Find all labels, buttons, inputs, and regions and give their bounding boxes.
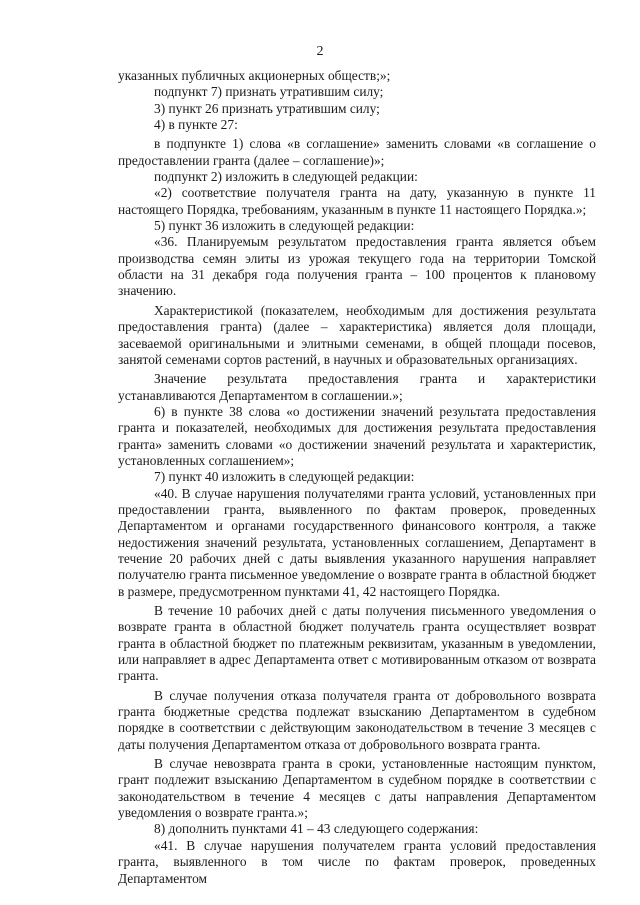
- paragraph-5: в подпункте 1) слова «в соглашение» заменить словами «в соглашение о предоставлении гранта (далее – соглашение)»;: [118, 136, 596, 168]
- paragraph-16: В случае получения отказа получателя гранта от добровольного возврата гранта бюджетные средства подлежат взысканию Департаментом в судебном порядке в соответствии с действующим законодательством в течение 3 месяцев с даты получения Департаментом отказа от добровольного возврата гранта.: [118, 687, 596, 752]
- paragraph-7: «2) соответствие получателя гранта на дату, указанную в пункте 11 настоящего Порядка, требованиям, указанным в пункте 11 настоящего Порядка.»;: [118, 185, 596, 217]
- paragraph-11: Значение результата предоставления гранта и характеристики устанавливаются Департаментом в соглашении.»;: [118, 371, 596, 403]
- paragraph-9: «36. Планируемым результатом предоставления гранта является объем производства семян элиты из урожая текущего года на территории Томской области на 31 декабря года получения гранта – 100 процентов к плановому значению.: [118, 234, 596, 299]
- paragraph-14: «40. В случае нарушения получателями гранта условий, установленных при предоставлении гранта, выявленного по фактам проверок, проведенных Департаментом и органами государственного финансового контроля, а также недостижения значений результата, установленных соглашением, Департамент в течение 20 рабочих дней с даты выявления указанного нарушения направляет получателю гранта письменное уведомление о возврате гранта в областной бюджет в размере, предусмотренном пунктами 41, 42 настоящего Порядка.: [118, 485, 596, 599]
- document-body: [118, 68, 596, 887]
- paragraph-12: 6) в пункте 38 слова «о достижении значений результата предоставления гранта и показателей, необходимых для достижения результата предоставления гранта» заменить словами «о достижении значений результата и характеристик, установленных соглашением»;: [118, 403, 596, 468]
- paragraph-1: указанных публичных акционерных обществ;»;: [118, 68, 391, 83]
- paragraph-19: «41. В случае нарушения получателем гранта условий предоставления гранта, выявленного в том числе по фактам проверок, проведенных Департаментом: [118, 837, 596, 886]
- paragraph-6: подпункт 2) изложить в следующей редакции:: [154, 169, 418, 185]
- page-number: 2: [316, 44, 324, 59]
- paragraph-2: подпункт 7) признать утратившим силу;: [154, 84, 384, 100]
- paragraph-10: Характеристикой (показателем, необходимым для достижения результата предоставления гранта) (далее – характеристика) является доля площади, засеваемой оригинальными и элитными семенами, в общей площади посевов, занятой семенами сортов растений, в научных и образовательных организациях.: [118, 302, 596, 367]
- paragraph-18: 8) дополнить пунктами 41 – 43 следующего содержания:: [154, 821, 479, 837]
- paragraph-8: 5) пункт 36 изложить в следующей редакции:: [154, 218, 415, 234]
- paragraph-13: 7) пункт 40 изложить в следующей редакции:: [154, 469, 415, 485]
- paragraph-4: 4) в пункте 27:: [154, 117, 238, 133]
- paragraph-15: В течение 10 рабочих дней с даты получения письменного уведомления о возврате гранта в областной бюджет получатель гранта осуществляет возврат гранта в областной бюджет по платежным реквизитам, указанным в уведомлении, или направляет в адрес Департамента ответ с мотивированным отказом от возврата гранта.: [118, 603, 596, 684]
- paragraph-17: В случае невозврата гранта в сроки, установленные настоящим пунктом, грант подлежит взысканию Департаментом в судебном порядке в соответствии с законодательством в течение 4 месяцев с даты направления Департаментом уведомления о возврате гранта.»;: [118, 756, 596, 821]
- paragraph-3: 3) пункт 26 признать утратившим силу;: [154, 100, 380, 116]
